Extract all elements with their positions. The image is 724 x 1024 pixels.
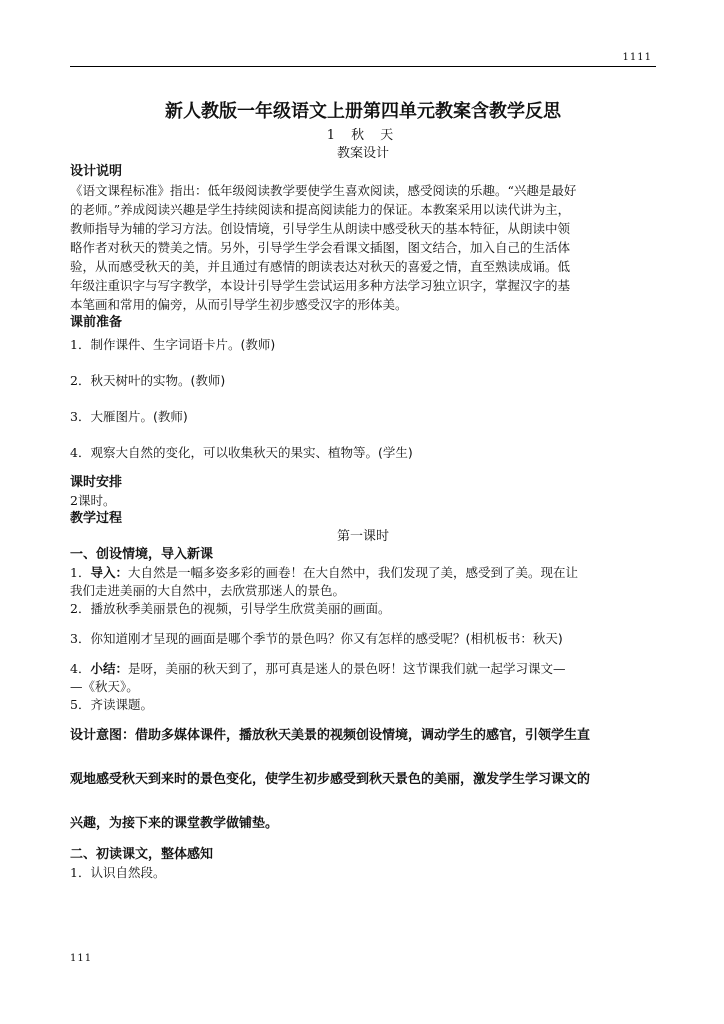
design-notes-line: 的老师。”养成阅读兴趣是学生持续阅读和提高阅读能力的保证。本教案采用以读代讲为主， [70, 202, 571, 217]
design-notes-line: 验，从而感受秋天的美，并且通过有感情的朗读表达对秋天的喜爱之情，直至熟读成诵。低 [70, 259, 571, 274]
design-intent [70, 714, 656, 846]
design-notes-line: 年级注重识字与写字教学，本设计引导学生尝试运用多种方法学习独立识字，掌握汉字的基 [70, 278, 571, 293]
part1-step4-continued: —《秋天》。 [70, 679, 139, 694]
step4-text: 是呀，美丽的秋天到了，那可真是迷人的景色呀！这节课我们就一起学习课文— [127, 661, 566, 676]
step3-text: 3．你知道刚才呈现的画面是哪个季节的景色吗？你又有怎样的感受呢？ [70, 631, 466, 646]
section-label: 教案设计 [336, 146, 389, 161]
design-notes-paragraph [70, 181, 656, 314]
design-notes-line: 本笔画和常用的偏旁，从而引导学生初步感受汉字的形体美。 [70, 297, 408, 312]
preparation-item-tag: (学生) [377, 445, 413, 460]
design-notes-line: 《语文课程标准》指出：低年级阅读教学要使学生喜欢阅读，感受阅读的乐趣。“兴趣是最好 [70, 183, 577, 198]
part2-heading: 二、初读课文，整体感知 [70, 847, 214, 862]
design-notes-line: 略作者对秋天的赞美之情。另外，引导学生学会看课文插图，图文结合，加入自己的生活体 [70, 240, 571, 255]
lesson-title: 第一课时 [336, 529, 389, 544]
preparation-item-text: 4．观察大自然的变化，可以收集秋天的果实、植物等。 [70, 445, 378, 460]
preparation-item-text: 1．制作课件、生字词语卡片。 [70, 337, 241, 352]
step1-text: 大自然是一幅多姿多彩的画卷！在大自然中，我们发现了美，感受到了美。现在让 [127, 565, 578, 580]
header-rule [70, 66, 656, 67]
part1-step2: 2．播放秋季美丽景色的视频，引导学生欣赏美丽的画面。 [70, 601, 391, 616]
design-intent-line: 观地感受秋天到来时的景色变化，使学生初步感受到秋天景色的美丽，激发学生学习课文的 [70, 772, 591, 787]
preparation-item [70, 408, 656, 426]
design-intent-line: 兴趣，为接下来的课堂教学做铺垫。 [70, 816, 279, 831]
part1-step5: 5．齐读课题。 [70, 697, 153, 712]
part2-step1: 1．认识自然段。 [70, 865, 166, 880]
step4-label: 小结： [90, 661, 128, 676]
preparation-item [70, 372, 656, 390]
process-heading: 教学过程 [70, 511, 123, 526]
header-page-number: 1111 [622, 52, 652, 63]
document-body [70, 98, 656, 882]
schedule-heading: 课时安排 [70, 475, 123, 490]
step1-label: 导入： [90, 565, 128, 580]
design-intent-line: 设计意图：借助多媒体课件，播放秋天美景的视频创设情境，调动学生的感官，引领学生直 [70, 728, 591, 743]
preparation-item-tag: (教师) [152, 409, 188, 424]
step3-tag: (相机板书：秋天) [465, 631, 563, 646]
part1-heading: 一、创设情境，导入新课 [70, 547, 214, 562]
schedule-text: 2课时。 [70, 493, 116, 508]
design-notes-line: 教师指导为辅的学习方法。创设情境，引导学生从朗读中感受秋天的基本特征，从朗读中领 [70, 221, 571, 236]
lesson-subtitle: 1 秋 天 [326, 128, 400, 143]
part1-step4: 4．小结：是呀，美丽的秋天到了，那可真是迷人的景色呀！这节课我们就一起学习课文— [70, 661, 566, 676]
part1-step1: 1．导入：大自然是一幅多姿多彩的画卷！在大自然中，我们发现了美，感受到了美。现在让 [70, 565, 578, 580]
preparation-item-text: 2．秋天树叶的实物。 [70, 373, 191, 388]
preparation-heading: 课前准备 [70, 315, 123, 330]
design-notes-heading: 设计说明 [70, 164, 123, 179]
preparation-item-tag: (教师) [190, 373, 226, 388]
part1-step3 [70, 630, 656, 648]
preparation-item-text: 3．大雁图片。 [70, 409, 153, 424]
preparation-item [70, 336, 656, 354]
preparation-item-tag: (教师) [240, 337, 276, 352]
footer-page-number: 111 [70, 953, 93, 964]
preparation-item [70, 444, 656, 462]
document-title: 新人教版一年级语文上册第四单元教案含教学反思 [165, 101, 561, 122]
part1-step1-continued: 我们走进美丽的大自然中，去欣赏那迷人的景色。 [70, 583, 346, 598]
